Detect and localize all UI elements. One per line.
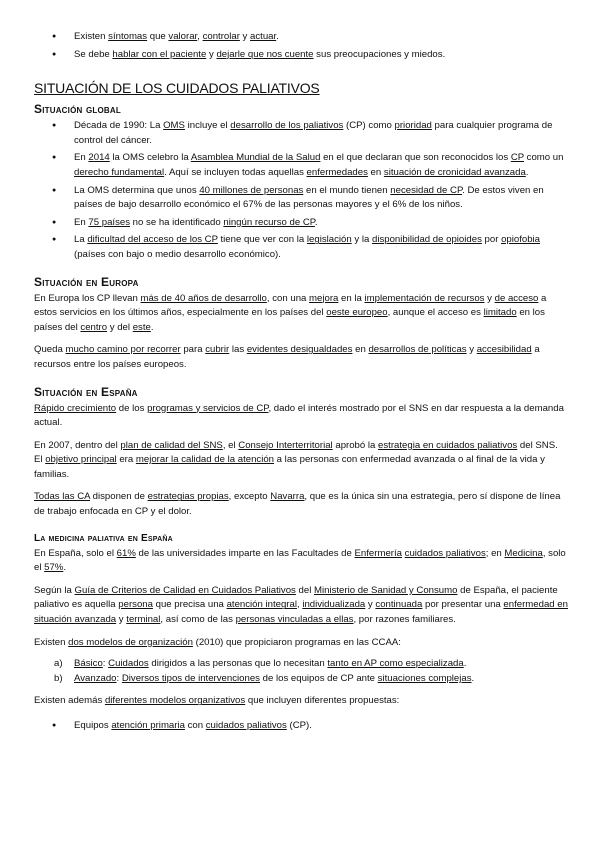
paragraph: Rápido crecimiento de los programas y servicios de CP, dado el interés mostrado por el SNS en dar respuesta a la demanda actual. xyxy=(34,402,564,429)
list-item: ● En 75 países no se ha identificado ningún recurso de CP. xyxy=(34,216,568,231)
paragraph: En Europa los CP llevan más de 40 años de desarrollo, con una mejora en la implementación de recursos y de acceso a estos servicios en los últimos años, especialmente en los países del oeste europeo, aunque el acceso es limitado en los países del centro y del este. xyxy=(34,292,547,333)
intro-list xyxy=(34,30,568,62)
subsection-title-espana: Situación en España xyxy=(34,384,138,399)
subsection-title-medicina: La medicina paliativa en España xyxy=(34,532,173,544)
subsection-title-europa: Situación en Europa xyxy=(34,274,139,289)
list-item: ● Equipos atención primaria con cuidados paliativos (CP). xyxy=(34,719,568,734)
paragraph: En 2007, dentro del plan de calidad del SNS, el Consejo Interterritorial aprobó la estrategia en cuidados paliativos del SNS. El objetivo principal era mejorar la calidad de la atención a las personas con enfermedad avanzada o al final de la vida y familias. xyxy=(34,439,558,480)
list-item: b) Avanzado: Diversos tipos de intervenciones de los equipos de CP ante situaciones complejas. xyxy=(54,672,475,684)
paragraph: Queda mucho camino por recorrer para cubrir las evidentes desigualdades en desarrollos de políticas y accesibilidad a recursos entre los países europeos. xyxy=(34,344,540,370)
document-page xyxy=(34,30,568,734)
list-item: ● Década de 1990: La OMS incluye el desarrollo de los paliativos (CP) como prioridad para cualquier programa de control del cáncer. xyxy=(34,119,568,148)
global-list xyxy=(34,119,568,262)
organization-models-list xyxy=(34,657,568,686)
paragraph: Según la Guía de Criterios de Calidad en Cuidados Paliativos del Ministerio de Sanidad y Consumo de España, el paciente paliativo es aquella persona que precisa una atención integral, individualizada y continuada por presentar una enfermedad en situación avanzada y terminal, así como de las personas vinculadas a ellas, por razones familiares. xyxy=(34,584,568,626)
paragraph: Existen dos modelos de organización (2010) que propiciaron programas en las CCAA: xyxy=(34,636,401,648)
list-item: ● En 2014 la OMS celebro la Asamblea Mundial de la Salud en el que declaran que son reconocidos los CP como un derecho fundamental. Aquí se incluyen todas aquellas enfermedades en situación de cronicidad avanzada. xyxy=(34,151,568,180)
list-item: ● Existen síntomas que valorar, controlar y actuar. xyxy=(34,30,568,45)
paragraph: Existen además diferentes modelos organizativos que incluyen diferentes propuestas: xyxy=(34,695,400,707)
list-item: a) Básico: Cuidados dirigidos a las personas que lo necesitan tanto en AP como especializada. xyxy=(54,658,467,670)
subsection-title-global: Situación global xyxy=(34,102,121,117)
list-item: ● La dificultad del acceso de los CP tiene que ver con la legislación y la disponibilidad de opioides por opiofobia (países con bajo o medio desarrollo económico). xyxy=(34,233,568,262)
paragraph: En España, solo el 61% de las universidades imparte en las Facultades de Enfermería cuidados paliativos; en Medicina, solo el 57%. xyxy=(34,547,566,574)
paragraph: Todas las CA disponen de estrategias propias, excepto Navarra, que es la única sin una estrategia, pero sí dispone de línea de trabajo enfocada en CP y el dolor. xyxy=(34,491,561,518)
list-item: ● La OMS determina que unos 40 millones de personas en el mundo tienen necesidad de CP. De estos viven en países de bajo desarrollo económico el 67% de las personas mayores y el 6% de los niños. xyxy=(34,184,568,213)
list-item: ● Se debe hablar con el paciente y dejarle que nos cuente sus preocupaciones y miedos. xyxy=(34,48,568,63)
section-heading: SITUACIÓN DE LOS CUIDADOS PALIATIVOS xyxy=(34,80,320,97)
organizational-models-list xyxy=(34,719,568,734)
